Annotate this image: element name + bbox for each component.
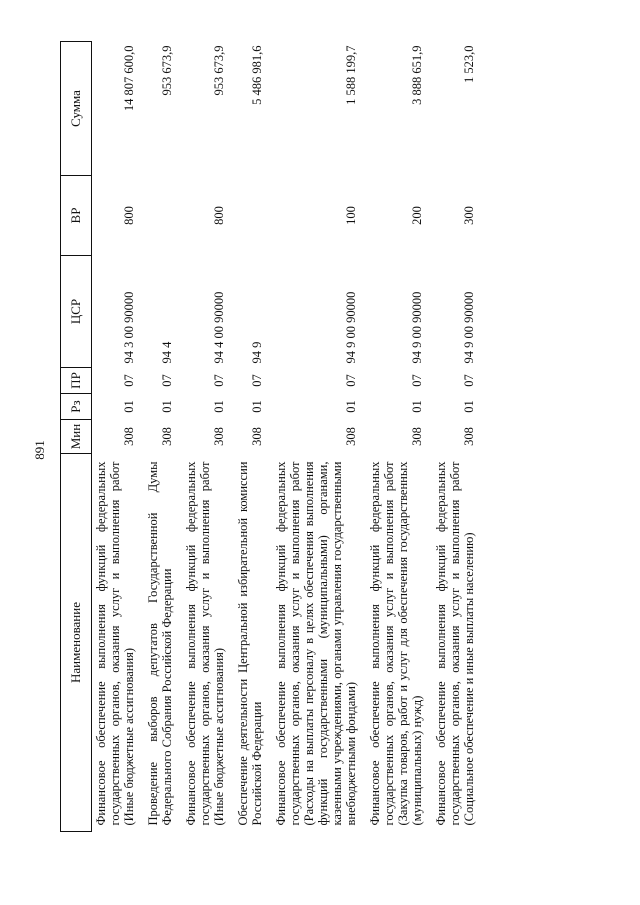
row-vr: 300 [462,206,476,225]
header-sum: Сумма [61,42,92,176]
table-row [361,42,427,832]
row-min: 308 [160,427,174,446]
table-row [427,42,479,832]
row-csr: 94 3 00 90000 [122,291,136,364]
row-min: 308 [250,427,264,446]
budget-table [60,41,479,832]
row-name: Финансовое обеспечение выполнения функций федеральных государственных органов, оказания услуг и выполнения работ (Иные бюджетные ассигнования) [184,461,226,826]
row-csr: 94 9 00 90000 [410,291,424,364]
row-csr: 94 4 00 90000 [212,291,226,364]
row-min: 308 [122,427,136,446]
row-csr: 94 4 [160,341,174,364]
row-csr: 94 9 00 90000 [344,291,358,364]
row-name: Финансовое обеспечение выполнения функций федеральных государственных органов, оказания услуг и выполнения работ (Иные бюджетные ассигнования) [94,461,136,826]
row-name: Финансовое обеспечение выполнения функций федеральных государственных органов, оказания услуг и выполнения работ (Социальное обеспечение и иные выплаты населению) [434,461,476,826]
row-min: 308 [462,427,476,446]
row-vr: 200 [410,206,424,225]
row-rz: 01 [122,400,136,413]
row-name: Проведение выборов депутатов Государственной Думы Федерального Собрания Российской Федерации [146,461,174,826]
row-vr [139,176,177,256]
row-pr: 07 [344,374,358,387]
header-pr: ПР [61,368,92,394]
table-row [92,42,140,832]
row-csr: 94 9 [250,341,264,364]
row-pr: 07 [160,374,174,387]
row-min: 308 [212,427,226,446]
table-row [177,42,229,832]
header-csr: ЦСР [61,256,92,368]
table-row [229,42,267,832]
row-csr: 94 9 00 90000 [462,291,476,364]
row-pr: 07 [122,374,136,387]
row-rz: 01 [160,400,174,413]
row-min: 308 [410,427,424,446]
row-min: 308 [344,427,358,446]
row-sum: 953 673,9 [212,45,226,96]
row-pr: 07 [212,374,226,387]
row-sum: 14 807 600,0 [122,45,136,112]
row-vr [229,176,267,256]
row-vr: 800 [122,206,136,225]
table-row [139,42,177,832]
page-number: 891 [32,440,47,460]
header-min: Мин [61,420,92,454]
header-name: Наименование [61,454,92,832]
rotated-page [60,42,570,832]
row-rz: 01 [212,400,226,413]
row-name: Обеспечение деятельности Центральной избирательной комиссии Российской Федерации [236,461,264,826]
header-vr: ВР [61,176,92,256]
row-rz: 01 [344,400,358,413]
row-sum: 3 888 651,9 [410,45,424,105]
row-rz: 01 [410,400,424,413]
row-pr: 07 [250,374,264,387]
row-sum: 1 588 199,7 [344,45,358,105]
header-row [61,42,92,832]
row-pr: 07 [462,374,476,387]
header-rz: Рз [61,394,92,420]
row-sum: 1 523,0 [462,45,476,83]
row-sum: 5 486 981,6 [250,45,264,105]
row-vr: 100 [344,206,358,225]
table-row [267,42,361,832]
row-sum: 953 673,9 [160,45,174,96]
row-name: Финансовое обеспечение выполнения функций федеральных государственных органов, оказания услуг и выполнения работ (Закупка товаров, работ и услуг для обеспечения государственных (муниципальных) нужд) [368,461,424,826]
row-rz: 01 [462,400,476,413]
row-name: Финансовое обеспечение выполнения функций федеральных государственных органов, оказания услуг и выполнения работ (Расходы на выплаты персоналу в целях обеспечения выполнения функций государственными (муниципальными) органами, казенными учреждениями, органами управления государственными внебюджетными фондами) [274,461,358,826]
row-pr: 07 [410,374,424,387]
row-rz: 01 [250,400,264,413]
row-vr: 800 [212,206,226,225]
